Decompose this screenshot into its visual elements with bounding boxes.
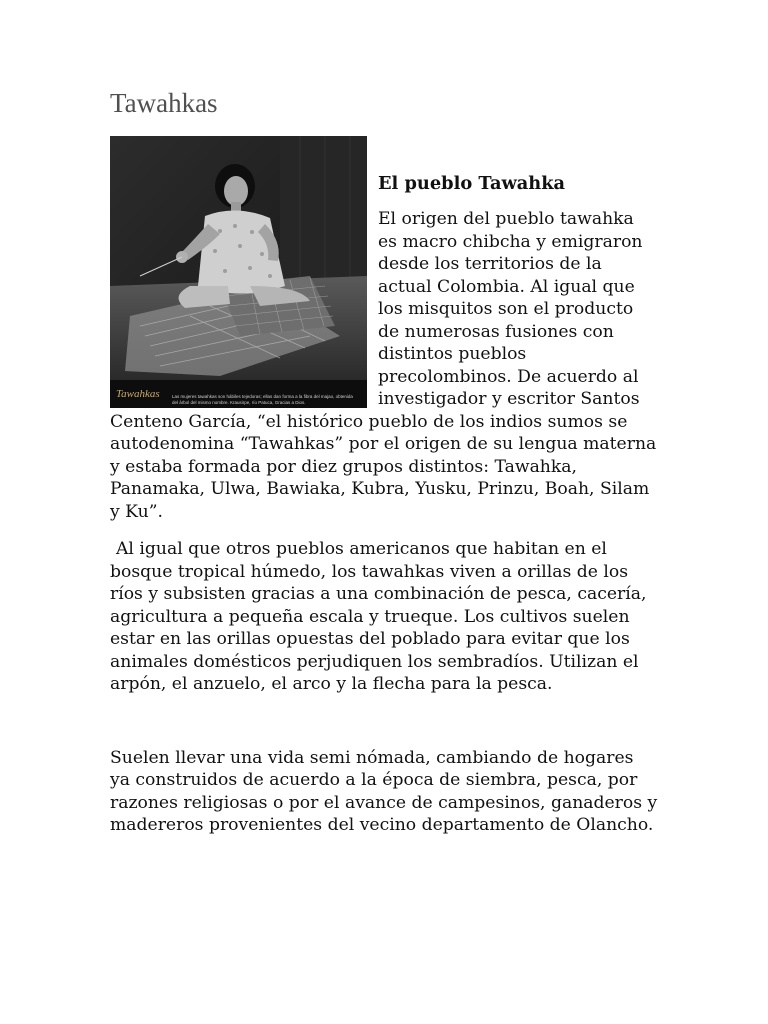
photo-logo: Tawahkas — [116, 388, 160, 400]
page-title: Tawahkas — [110, 88, 218, 118]
paragraph-nomadic-life: Suelen llevar una vida semi nómada, cambiando de hogares ya construidos de acuerdo a la época de siembra, pesca, por razones religiosas o por el avance de campesinos, ganaderos y madereros provenientes del vecino departamento de Olancho. — [110, 747, 658, 835]
photo-caption: Las mujeres tawahkas son hábiles tejedoras; ellas dan forma a la fibra del majao, obtenida del árbol del mismo nombre. Krausirpe, río Patuca, Gracias a Dios. — [172, 394, 353, 405]
paragraph-livelihood: Al igual que otros pueblos americanos que habitan en el bosque tropical húmedo, los tawahkas viven a orillas de los ríos y subsisten gracias a una combinación de pesca, cacería, agricultura a pequeña escala y trueque. Los cultivos suelen estar en las orillas opuestas del poblado para evitar que los animales domésticos perjudiquen los sembradíos. Utilizan el arpón, el anzuelo, el arco y la flecha para la pesca. — [110, 539, 647, 694]
photo-wrap-spacer — [110, 172, 378, 410]
article-body — [110, 172, 658, 837]
section-heading: El pueblo Tawahka — [378, 173, 566, 194]
paragraph-origin: El origen del pueblo tawahka es macro chibcha y emigraron desde los territorios de la actual Colombia. Al igual que los misquitos son el producto de numerosas fusiones con distintos pueblos precolombinos. De acuerdo al investigador y escritor Santos Centeno García, “el histórico pueblo de los indios sumos se autodenomina “Tawahkas” por el origen de su lengua materna y estaba formada por diez grupos distintos: Tawahka, Panamaka, Ulwa, Bawiaka, Kubra, Yusku, Prinzu, Boah, Silam y Ku”. — [110, 209, 657, 522]
